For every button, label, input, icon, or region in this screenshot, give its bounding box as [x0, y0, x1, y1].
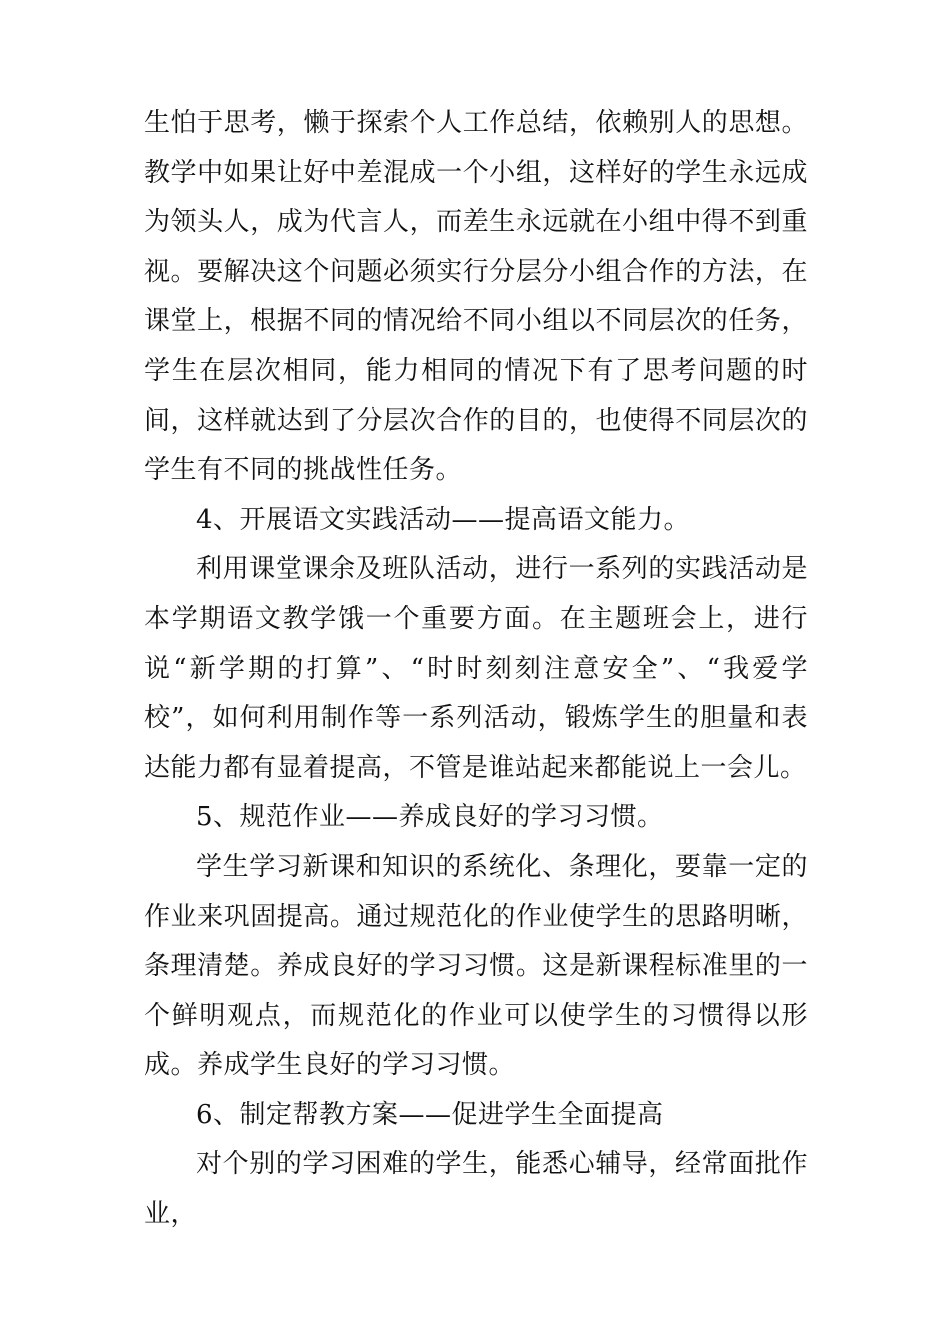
paragraph-tutoring: 对个别的学习困难的学生，能悉心辅导，经常面批作业，: [144, 1149, 808, 1230]
section-heading-5: 5、规范作业——养成良好的学习习惯。: [196, 802, 664, 833]
section-heading-4: 4、开展语文实践活动——提高语文能力。: [196, 504, 691, 535]
paragraph-practice-activities: 利用课堂课余及班队活动，进行一系列的实践活动是本学期语文教学饿一个重要方面。在主题班会上，进行说“新学期的打算”、“时时刻刻注意安全”、“我爱学校”，如何利用制作等一系列活动，锻炼学生的胆量和表达能力都有显着提高，不管是谁站起来都能说上一会儿。: [144, 554, 808, 783]
section-heading-6: 6、制定帮教方案——促进学生全面提高: [196, 1099, 664, 1130]
document-page: [144, 99, 808, 1240]
paragraph-continuation: 生怕于思考，懒于探索个人工作总结，依赖别人的思想。教学中如果让好中差混成一个小组，这样好的学生永远成为领头人，成为代言人，而差生永远就在小组中得不到重视。要解决这个问题必须实行分层分小组合作的方法，在课堂上，根据不同的情况给不同小组以不同层次的任务，学生在层次相同，能力相同的情况下有了思考问题的时间，这样就达到了分层次合作的目的，也使得不同层次的学生有不同的挑战性任务。: [144, 108, 808, 486]
paragraph-homework: 学生学习新课和知识的系统化、条理化，要靠一定的作业来巩固提高。通过规范化的作业使学生的思路明晰，条理清楚。养成良好的学习习惯。这是新课程标准里的一个鲜明观点，而规范化的作业可以使学生的习惯得以形成。养成学生良好的学习习惯。: [144, 851, 808, 1081]
